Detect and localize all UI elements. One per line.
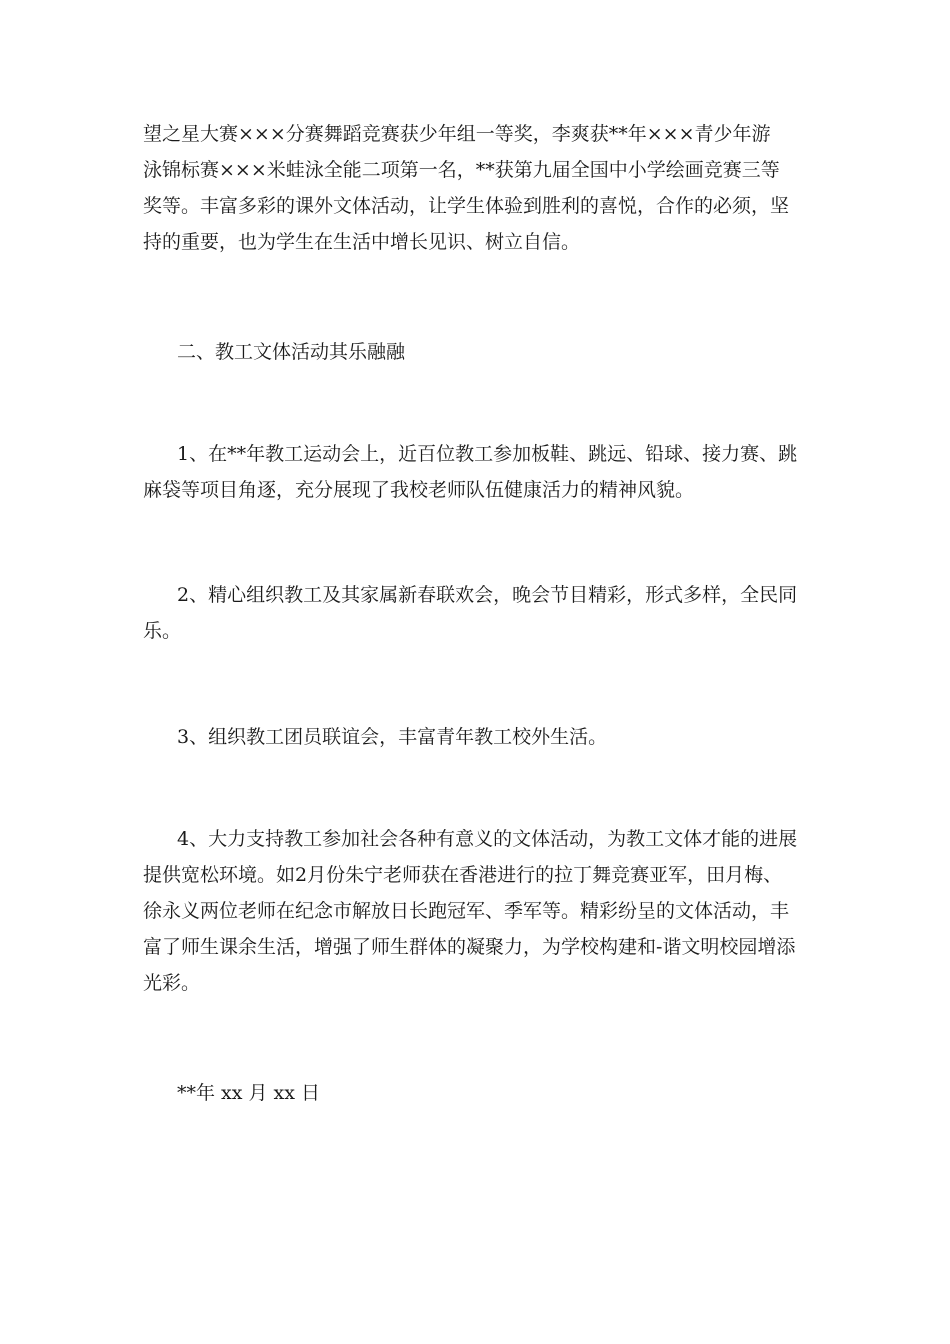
section-heading <box>143 334 809 370</box>
paragraph-line: 3、组织教工团员联谊会，丰富青年教工校外生活。 <box>177 726 608 748</box>
paragraph-line: 麻袋等项目角逐，充分展现了我校老师队伍健康活力的精神风貌。 <box>143 479 695 501</box>
list-item-4 <box>143 821 809 1001</box>
paragraph-line: 提供宽松环境。如2月份朱宁老师获在香港进行的拉丁舞竞赛亚军，田月梅、 <box>143 864 783 886</box>
paragraph-line: 徐永义两位老师在纪念市解放日长跑冠军、季军等。精彩纷呈的文体活动，丰 <box>143 900 790 922</box>
paragraph-line: 1、在**年教工运动会上，近百位教工参加板鞋、跳远、铅球、接力赛、跳 <box>177 443 798 465</box>
list-item-1 <box>143 436 809 508</box>
date-text: **年 xx 月 xx 日 <box>177 1082 321 1104</box>
paragraph-line: 4、大力支持教工参加社会各种有意义的文体活动，为教工文体才能的进展 <box>177 828 798 850</box>
paragraph-line: 2、精心组织教工及其家属新春联欢会，晚会节目精彩，形式多样，全民同 <box>177 584 798 606</box>
section-heading-text: 二、教工文体活动其乐融融 <box>177 341 406 363</box>
list-item-2 <box>143 577 809 649</box>
paragraph-line: 光彩。 <box>143 972 201 994</box>
paragraph-line: 持的重要，也为学生在生活中增长见识、树立自信。 <box>143 231 581 253</box>
continuation-paragraph <box>143 116 809 260</box>
paragraph-line: 富了师生课余生活，增强了师生群体的凝聚力，为学校构建和-谐文明校园增添 <box>143 936 796 958</box>
paragraph-line: 望之星大赛×××分赛舞蹈竞赛获少年组一等奖，李爽获**年×××青少年游 <box>143 123 771 145</box>
document-date <box>143 1075 809 1111</box>
paragraph-line: 乐。 <box>143 620 182 642</box>
list-item-3 <box>143 719 809 755</box>
paragraph-line: 泳锦标赛×××米蛙泳全能二项第一名，**获第九届全国中小学绘画竞赛三等 <box>143 159 780 181</box>
paragraph-line: 奖等。丰富多彩的课外文体活动，让学生体验到胜利的喜悦，合作的必须，坚 <box>143 195 790 217</box>
